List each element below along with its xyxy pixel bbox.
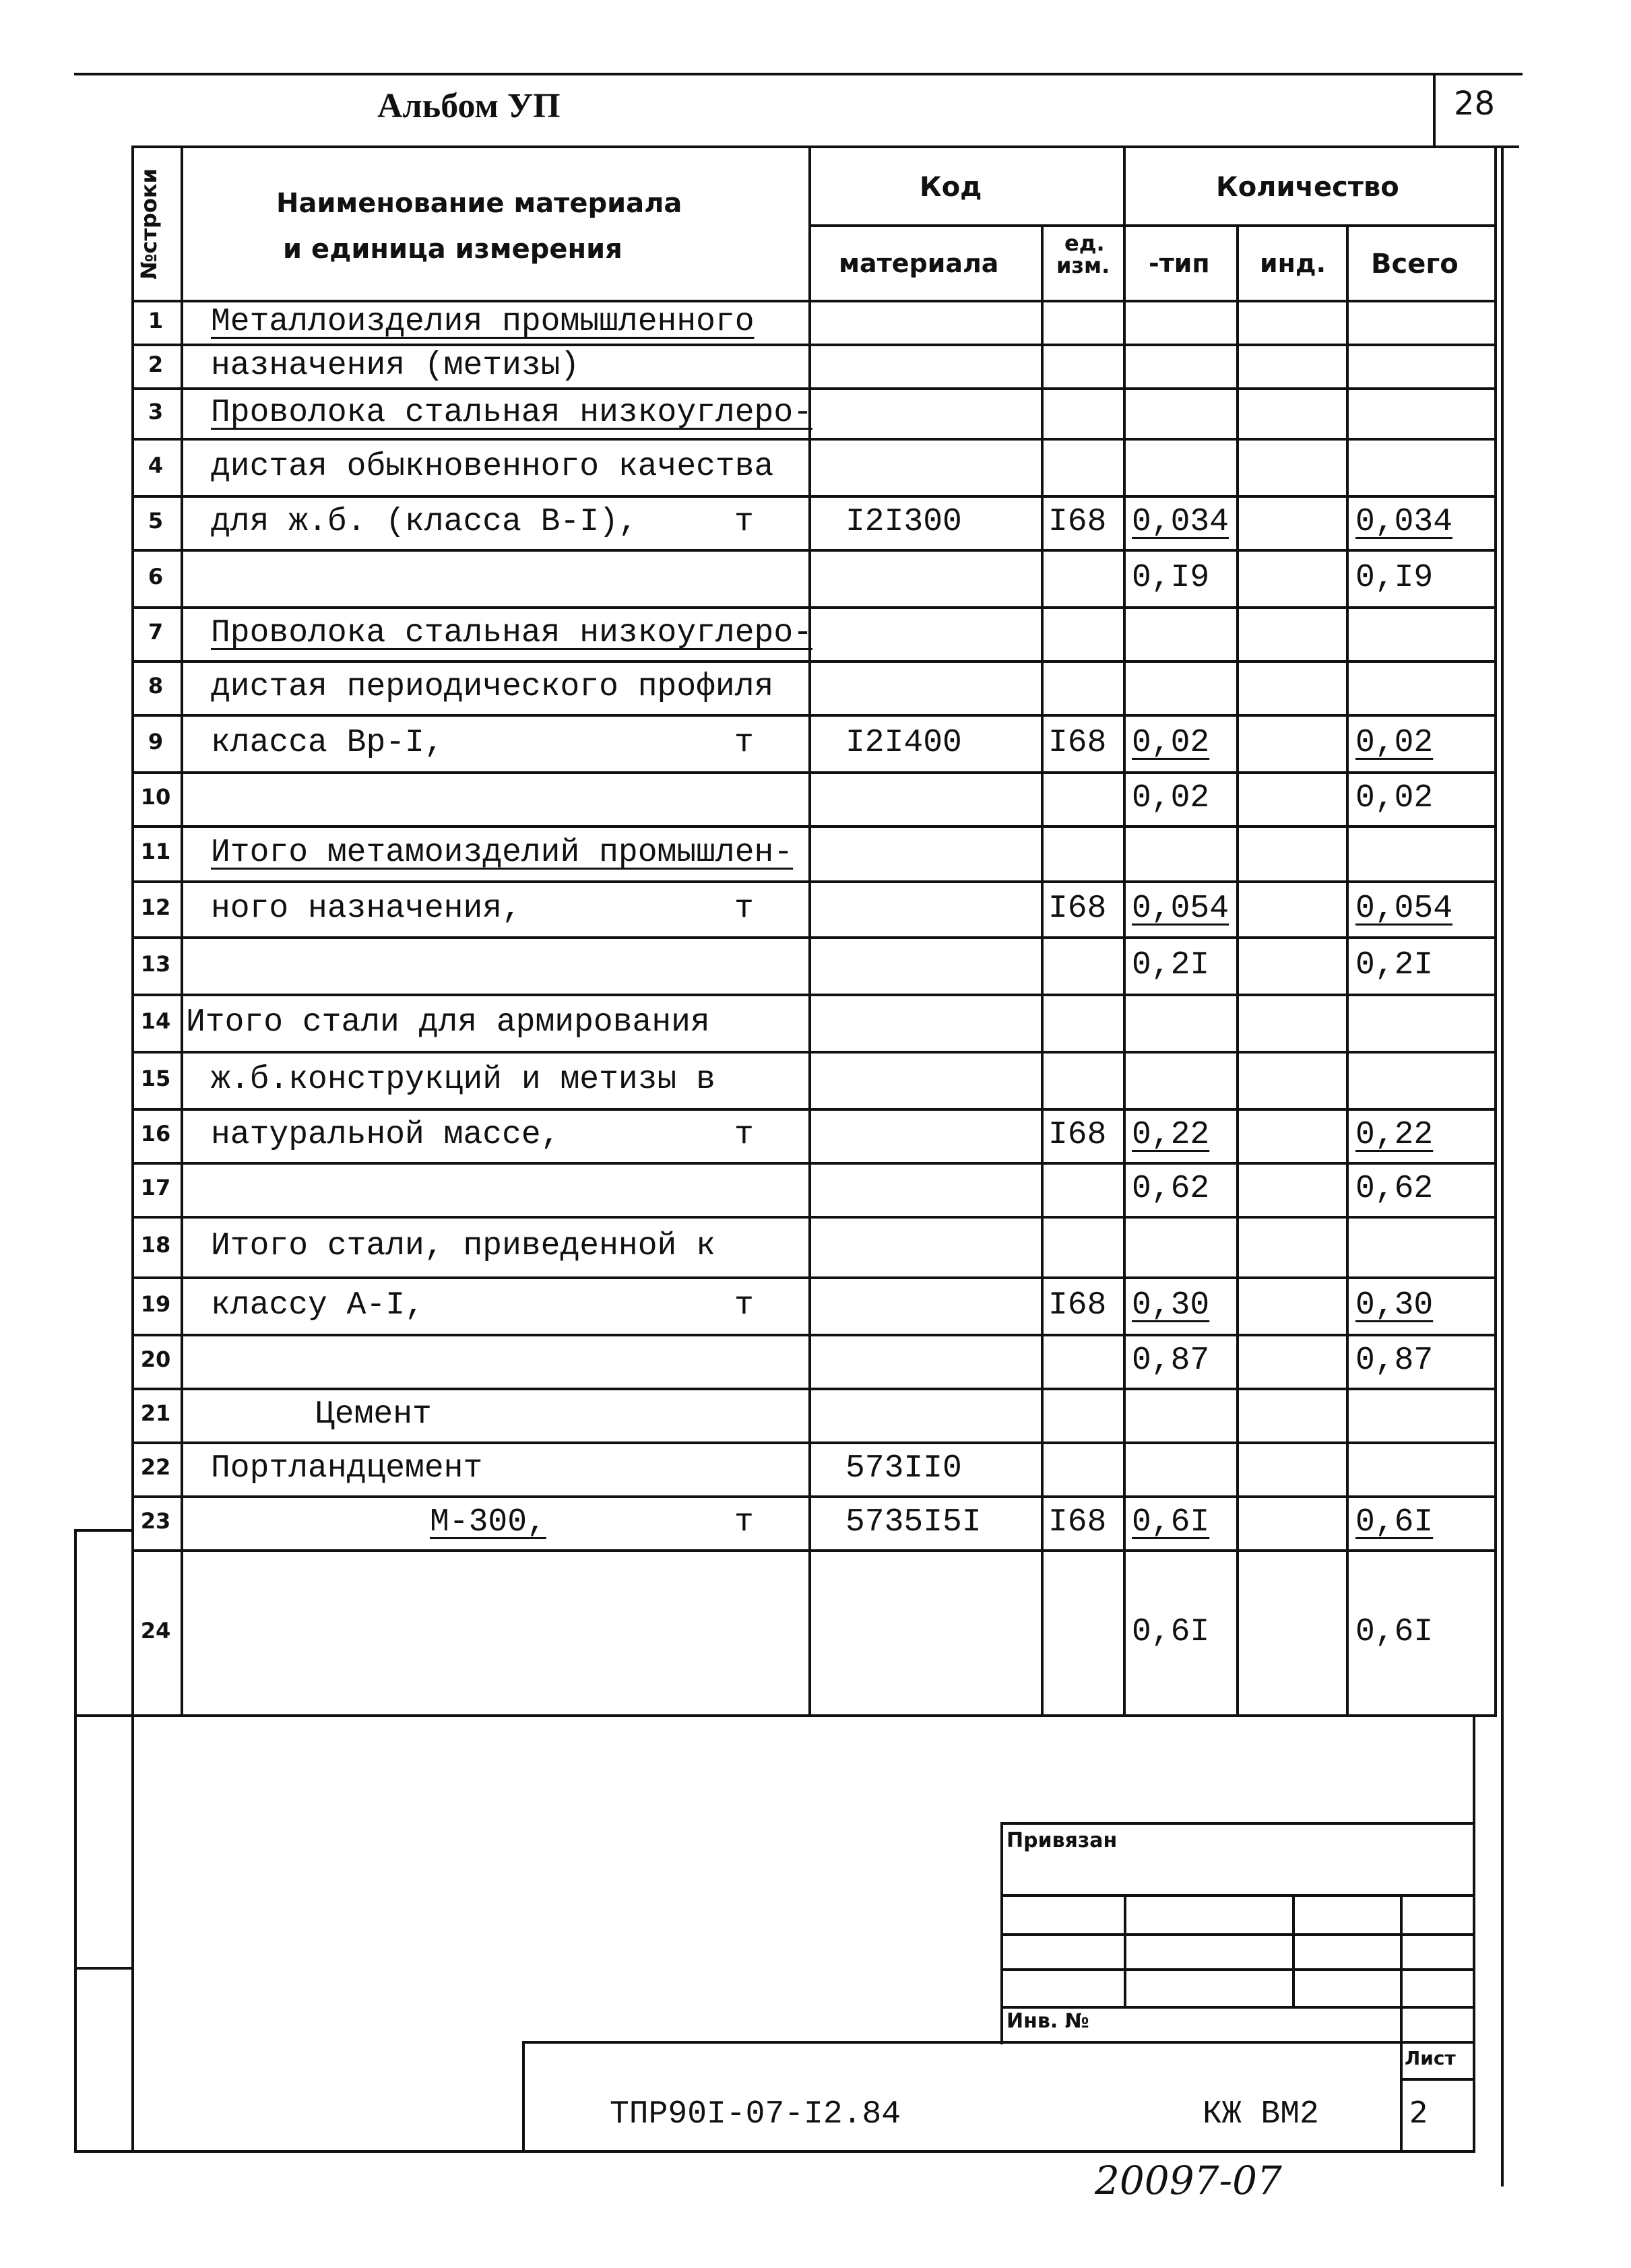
row-unit-t: т	[734, 1504, 754, 1541]
row-code: 5735I5I	[845, 1504, 982, 1541]
row-number: 14	[140, 1008, 171, 1034]
row-number: 19	[140, 1291, 171, 1317]
row-unit-code: I68	[1048, 890, 1107, 927]
header-row-number: №строки	[136, 168, 162, 280]
table-bottom-border	[74, 1714, 1482, 1717]
stamp-line-3	[1000, 1968, 1475, 1971]
left-table-line-lower	[131, 1714, 134, 2152]
row-name: дистая периодического профиля	[211, 669, 774, 705]
table-row-line	[131, 387, 1497, 390]
row-number: 17	[140, 1175, 171, 1200]
sheet-label-line	[1400, 2078, 1474, 2081]
table-row-line	[131, 1276, 1497, 1279]
row-name: Итого стали для армирования	[186, 1004, 710, 1041]
table-row-line	[131, 1216, 1497, 1219]
header-code-group: Код	[920, 172, 982, 203]
row-unit-code: I68	[1048, 724, 1107, 761]
row-name: для ж.б. (класса В-I),	[211, 504, 638, 540]
table-row-line	[131, 549, 1497, 552]
row-unit-code: I68	[1048, 1287, 1107, 1324]
table-row-line	[131, 1334, 1497, 1336]
row-qty-total: 0,87	[1355, 1342, 1434, 1379]
row-unit-t: т	[734, 1117, 754, 1153]
table-row-line	[131, 344, 1497, 346]
row-qty-typ: 0,6I	[1132, 1613, 1210, 1650]
row-number: 12	[140, 894, 171, 920]
row-name: Цемент	[315, 1396, 432, 1433]
table-row-line	[131, 714, 1497, 717]
row-number: 22	[140, 1454, 171, 1480]
table-row-line	[131, 936, 1497, 939]
row-number: 7	[148, 619, 164, 645]
page-number: 28	[1454, 85, 1496, 123]
row-number: 21	[140, 1400, 171, 1426]
row-unit-t: т	[734, 724, 754, 761]
row-unit-code: I68	[1048, 1117, 1107, 1153]
row-qty-typ: 0,30	[1132, 1287, 1210, 1324]
stamp-line-2	[1000, 1933, 1475, 1936]
frame-bottom-border	[74, 2150, 1475, 2153]
row-number: 6	[148, 563, 164, 589]
row-qty-typ: 0,62	[1132, 1171, 1210, 1207]
title-block-top	[522, 2041, 1401, 2044]
header-ind: инд.	[1260, 249, 1326, 278]
table-row-line	[131, 1162, 1497, 1165]
table-row-line	[131, 1108, 1497, 1111]
document-code: ТПР90I-07-I2.84	[610, 2096, 901, 2133]
table-row-line	[131, 1051, 1497, 1054]
row-name: ж.б.конструкций и метизы в	[211, 1061, 715, 1098]
row-number: 24	[140, 1617, 171, 1644]
row-unit-t: т	[734, 504, 754, 540]
row-qty-typ: 0,054	[1132, 890, 1229, 927]
row-code: I2I400	[845, 724, 962, 761]
row-qty-total: 0,62	[1355, 1171, 1434, 1207]
table-row-line	[131, 660, 1497, 663]
row-qty-typ: 0,02	[1132, 780, 1210, 816]
row-name: ного назначения,	[211, 890, 521, 927]
left-frame-line	[74, 1529, 77, 2152]
row-qty-typ: 0,6I	[1132, 1504, 1210, 1541]
row-number: 5	[148, 508, 164, 533]
section-code: КЖ ВМ2	[1203, 2096, 1319, 2133]
stamp-col-2	[1292, 1894, 1295, 2006]
row-number: 11	[140, 839, 171, 864]
stamp-line-4	[1000, 2006, 1475, 2009]
header-unit-line1: ед.	[1064, 230, 1105, 256]
handwritten-number: 20097-07	[1095, 2158, 1282, 2203]
table-column-line	[131, 145, 134, 1714]
stamp-top-line	[1000, 1822, 1475, 1825]
row-number: 9	[148, 728, 164, 754]
header-bottom-border	[131, 145, 1519, 148]
stamp-col-3	[1400, 1894, 1403, 2150]
row-number: 2	[148, 351, 164, 377]
table-row-line	[131, 1549, 1497, 1552]
table-row-line	[131, 606, 1497, 609]
row-qty-total: 0,6I	[1355, 1613, 1434, 1650]
row-name: Портландцемент	[211, 1450, 483, 1487]
top-border	[74, 73, 1523, 75]
header-name-line1: Наименование материала	[276, 188, 682, 219]
row-qty-typ: 0,2I	[1132, 946, 1210, 983]
row-qty-total: 0,6I	[1355, 1504, 1434, 1541]
row-code: I2I300	[845, 504, 962, 540]
left-margin-tick-mid	[74, 1967, 131, 1970]
row-qty-total: 0,I9	[1355, 559, 1434, 596]
row-number: 3	[148, 398, 164, 424]
header-bottom-line	[131, 300, 1497, 302]
row-number: 13	[140, 950, 171, 977]
row-number: 23	[140, 1508, 171, 1534]
row-qty-total: 0,034	[1355, 504, 1453, 540]
row-name: дистая обыкновенного качества	[211, 448, 774, 485]
table-column-line	[1236, 224, 1239, 1714]
header-name-line2: и единица измерения	[283, 234, 622, 265]
row-qty-typ: 0,87	[1132, 1342, 1210, 1379]
row-number: 20	[140, 1347, 171, 1372]
header-unit-line2: изм.	[1056, 253, 1110, 278]
row-unit-t: т	[734, 890, 754, 927]
table-row-line	[131, 771, 1497, 774]
row-number: 15	[140, 1065, 171, 1091]
row-code: 573II0	[845, 1450, 962, 1487]
header-typ: -тип	[1149, 249, 1210, 278]
row-name: Проволока стальная низкоуглеро-	[211, 394, 812, 431]
stamp-col-1	[1124, 1894, 1126, 2006]
header-qty-group: Количество	[1216, 172, 1399, 203]
table-column-line	[1494, 145, 1497, 1714]
row-number: 16	[140, 1121, 171, 1146]
table-row-line	[131, 825, 1497, 828]
row-name: класса Вр-I,	[211, 724, 444, 761]
row-qty-total: 0,054	[1355, 890, 1453, 927]
row-qty-total: 0,22	[1355, 1117, 1434, 1153]
row-qty-total: 0,2I	[1355, 946, 1434, 983]
row-name: Проволока стальная низкоуглеро-	[211, 615, 812, 651]
row-qty-total: 0,02	[1355, 780, 1434, 816]
row-qty-total: 0,30	[1355, 1287, 1434, 1324]
row-number: 4	[148, 452, 164, 478]
row-name: натуральной массе,	[211, 1117, 561, 1153]
left-margin-tick-top	[74, 1529, 131, 1532]
album-title: Альбом УП	[377, 87, 561, 125]
sheet-number: 2	[1409, 2096, 1428, 2130]
row-name: Металлоизделия промышленного	[211, 303, 755, 340]
right-frame-line	[1501, 145, 1504, 2186]
row-unit-t: т	[734, 1287, 754, 1324]
table-row-line	[131, 1441, 1497, 1444]
table-column-line	[1041, 224, 1044, 1714]
row-name: М-300,	[430, 1504, 546, 1541]
stamp-inv-no: Инв. №	[1006, 2009, 1089, 2033]
row-name: классу А-I,	[211, 1287, 424, 1324]
table-column-line	[1346, 224, 1349, 1714]
row-name: назначения (метизы)	[211, 347, 580, 384]
title-block-left	[522, 2041, 525, 2152]
table-row-line	[131, 495, 1497, 498]
row-number: 8	[148, 673, 164, 699]
header-mid-line	[808, 224, 1497, 227]
row-qty-typ: 0,034	[1132, 504, 1229, 540]
sheet-label: Лист	[1405, 2047, 1456, 2069]
row-unit-code: I68	[1048, 1504, 1107, 1541]
page-num-divider	[1433, 74, 1436, 147]
row-number: 1	[148, 307, 164, 333]
table-column-line	[181, 145, 183, 1714]
table-row-line	[131, 994, 1497, 996]
table-row-line	[131, 1495, 1497, 1498]
row-qty-typ: 0,22	[1132, 1117, 1210, 1153]
row-name: Итого метамоизделий промышлен-	[211, 835, 794, 871]
table-row-line	[131, 438, 1497, 441]
stamp-privyazan: Привязан	[1006, 1829, 1118, 1852]
row-number: 10	[140, 784, 171, 810]
row-unit-code: I68	[1048, 504, 1107, 540]
header-material: материала	[839, 249, 999, 278]
table-column-line	[1123, 145, 1126, 1714]
header-total: Всего	[1371, 249, 1459, 280]
table-row-line	[131, 880, 1497, 883]
row-qty-total: 0,02	[1355, 724, 1434, 761]
row-number: 18	[140, 1232, 171, 1258]
stamp-line-1	[1000, 1894, 1475, 1897]
row-name: Итого стали, приведенной к	[211, 1228, 715, 1264]
table-column-line	[808, 145, 811, 1714]
table-row-line	[131, 1388, 1497, 1390]
row-qty-typ: 0,02	[1132, 724, 1210, 761]
row-qty-typ: 0,I9	[1132, 559, 1210, 596]
